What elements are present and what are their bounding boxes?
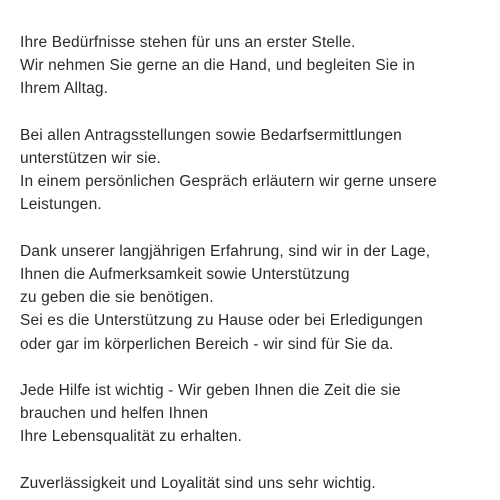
- text-line: Ihre Bedürfnisse stehen für uns an erster Stelle.: [20, 34, 356, 51]
- text-line: unterstützen wir sie.: [20, 150, 161, 167]
- text-line: Bei allen Antragsstellungen sowie Bedarfsermittlungen: [20, 126, 402, 144]
- text-line: In einem persönlichen Gespräch erläutern wir gerne unsere: [20, 173, 437, 191]
- text-line: zu geben die sie benötigen.: [20, 289, 214, 307]
- text-line: Ihre Lebensqualität zu erhalten.: [20, 428, 242, 446]
- text-line: Jede Hilfe ist wichtig - Wir geben Ihnen die Zeit die sie: [20, 382, 401, 399]
- text-line: Leistungen.: [20, 196, 102, 214]
- text-line: Sei es die Unterstützung zu Hause oder bei Erledigungen: [20, 312, 423, 330]
- paragraph-help: [20, 379, 495, 449]
- text-line: Dank unserer langjährigen Erfahrung, sind wir in der Lage,: [20, 242, 431, 260]
- text-line: brauchen und helfen Ihnen: [20, 405, 209, 423]
- paragraph-experience: [20, 240, 495, 356]
- paragraph-reliability: [20, 472, 495, 495]
- text-line: Ihnen die Aufmerksamkeit sowie Unterstützung: [20, 266, 350, 283]
- paragraph-applications: [20, 124, 495, 217]
- text-line: Wir nehmen Sie gerne an die Hand, und begleiten Sie in: [20, 57, 415, 75]
- paragraph-needs: [20, 31, 495, 101]
- text-line: Ihrem Alltag.: [20, 80, 109, 98]
- text-content: [20, 31, 495, 500]
- text-line: oder gar im körperlichen Bereich - wir sind für Sie da.: [20, 335, 394, 353]
- text-line: Zuverlässigkeit und Loyalität sind uns sehr wichtig.: [20, 474, 376, 492]
